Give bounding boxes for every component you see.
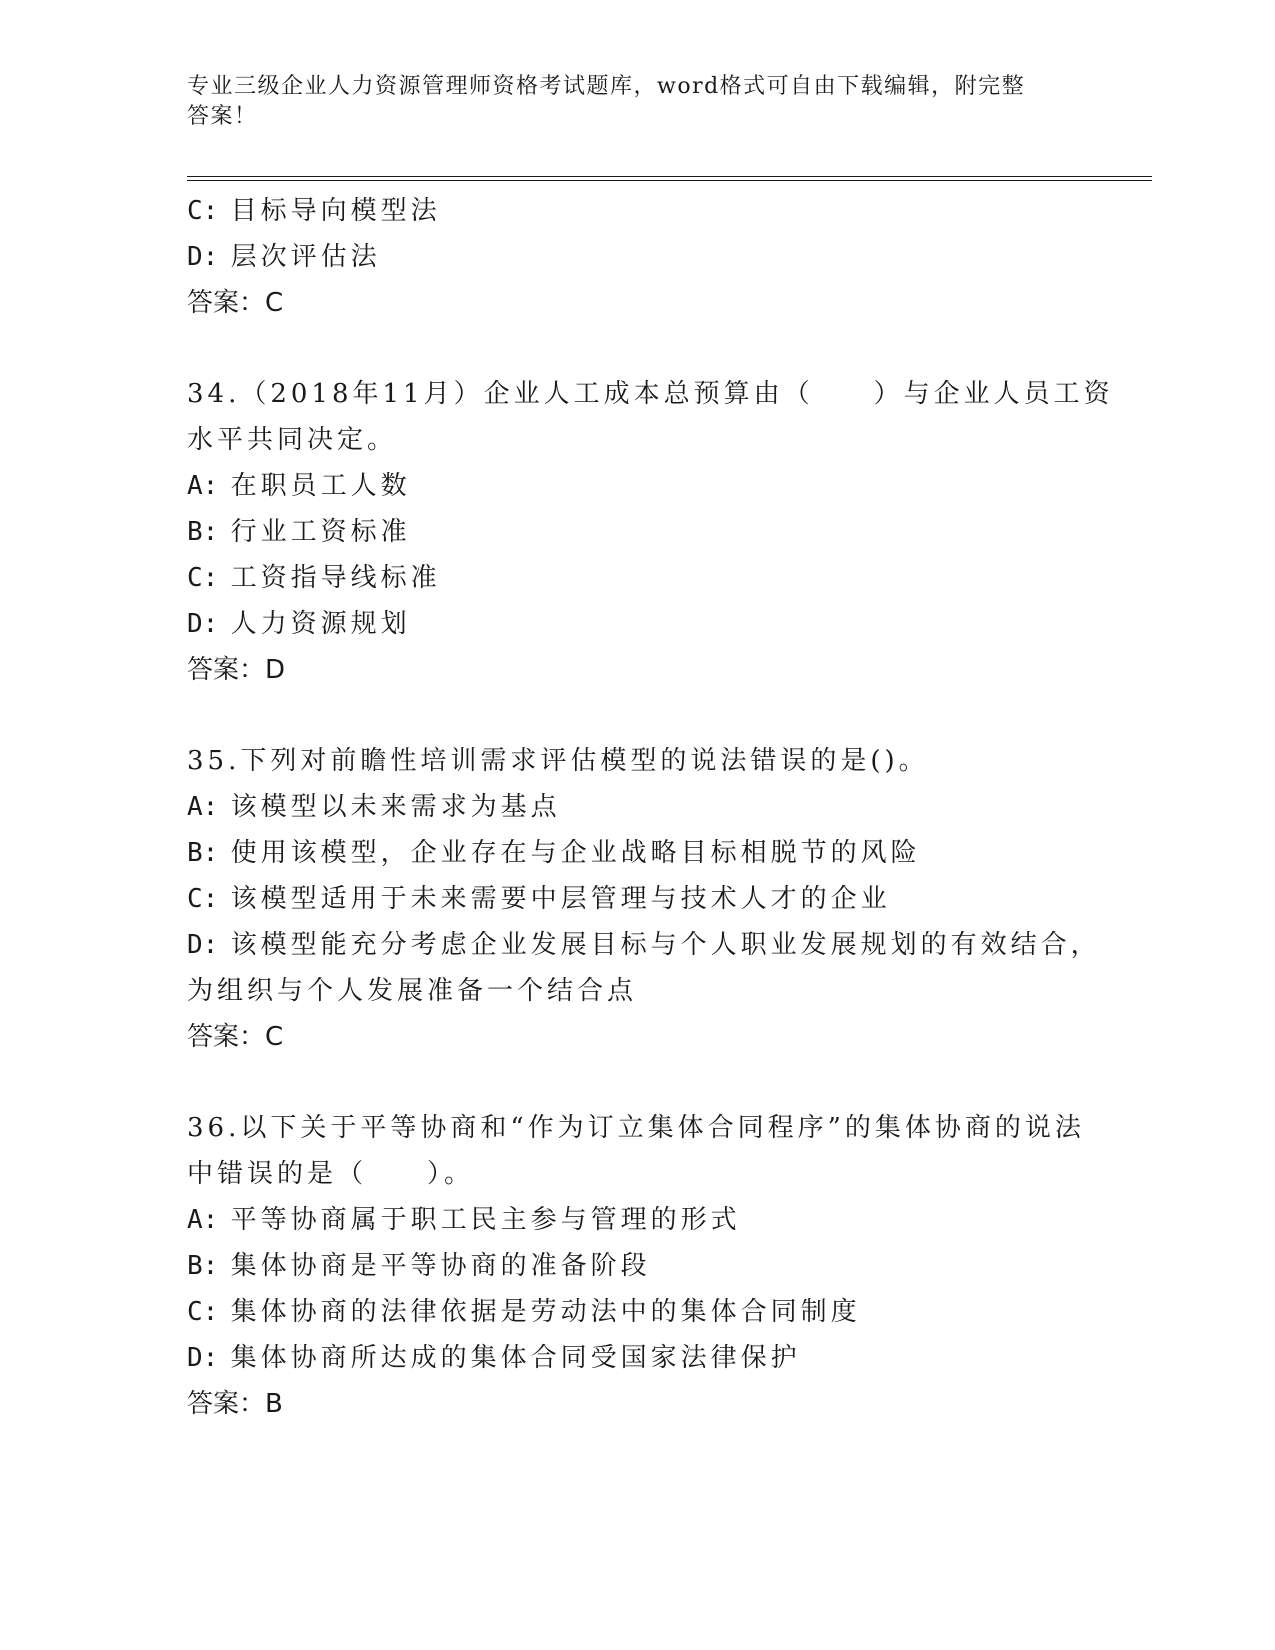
- question-block-35: [187, 738, 1101, 1060]
- option-b: B: 行业工资标准: [187, 517, 411, 547]
- option-a: A: 该模型以未来需求为基点: [187, 792, 561, 822]
- question-text-line-1: 35.下列对前瞻性培训需求评估模型的说法错误的是()。: [187, 746, 929, 776]
- question-text-line-2: 中错误的是（ ）。: [187, 1159, 475, 1189]
- question-text-line-1: 36.以下关于平等协商和“作为订立集体合同程序”的集体协商的说法: [187, 1113, 1085, 1143]
- option-c: C: 该模型适用于未来需要中层管理与技术人才的企业: [187, 884, 891, 914]
- option-c: C: 工资指导线标准: [187, 563, 441, 593]
- header-title-line-2: 答案！: [187, 104, 258, 129]
- option-a: A: 在职员工人数: [187, 471, 411, 501]
- header-divider: [187, 176, 1152, 181]
- option-a: A: 平等协商属于职工民主参与管理的形式: [187, 1205, 741, 1235]
- question-block-36: [187, 1105, 1087, 1427]
- option-c: C: 目标导向模型法: [187, 196, 441, 226]
- option-b: B: 使用该模型，企业存在与企业战略目标相脱节的风险: [187, 838, 921, 868]
- question-block-33: [187, 188, 1087, 326]
- answer-text: 答案：B: [187, 1389, 283, 1419]
- question-text-line-1: 34.（2018年11月）企业人工成本总预算由（ ）与企业人员工资: [187, 379, 1114, 409]
- answer-text: 答案：C: [187, 288, 284, 318]
- header-title-line-1: 专业三级企业人力资源管理师资格考试题库，word格式可自由下载编辑，附完整: [187, 74, 1026, 99]
- option-d: D: 集体协商所达成的集体合同受国家法律保护: [187, 1343, 801, 1373]
- option-b: B: 集体协商是平等协商的准备阶段: [187, 1251, 651, 1281]
- answer-text: 答案：D: [187, 655, 286, 685]
- answer-text: 答案：C: [187, 1022, 284, 1052]
- question-block-34: [187, 371, 1114, 693]
- option-d: D: 人力资源规划: [187, 609, 411, 639]
- option-d: D: 该模型能充分考虑企业发展目标与个人职业发展规划的有效结合，: [187, 930, 1101, 960]
- question-text-line-2: 水平共同决定。: [187, 425, 398, 455]
- option-d-continuation: 为组织与个人发展准备一个结合点: [187, 976, 638, 1006]
- option-d: D: 层次评估法: [187, 242, 381, 272]
- option-c: C: 集体协商的法律依据是劳动法中的集体合同制度: [187, 1297, 861, 1327]
- question-list: [187, 188, 1114, 1427]
- page-header: [187, 72, 1067, 132]
